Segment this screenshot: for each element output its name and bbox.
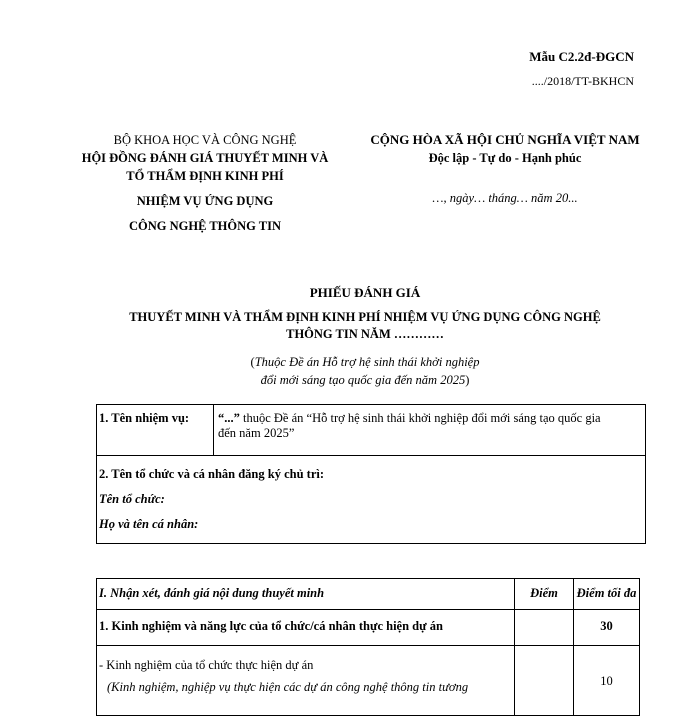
- task-name-placeholder: “...”: [218, 411, 240, 425]
- task-name-value: [214, 405, 646, 456]
- form-subtitle: [0, 309, 700, 343]
- eval-row-experience-label: 1. Kinh nghiệm và năng lực của tổ chức/cá nhân thực hiện dự án: [97, 610, 515, 646]
- eval-col-score: Điểm: [515, 579, 574, 610]
- eval-row-org-experience-max: 10: [574, 646, 640, 716]
- project-scope: [0, 353, 700, 389]
- scope-line2: đổi mới sáng tạo quốc gia đến năm 2025: [260, 373, 466, 387]
- eval-row-experience-max: 30: [574, 610, 640, 646]
- scope-open-paren: (: [250, 355, 255, 369]
- republic-name: CỘNG HÒA XÃ HỘI CHỦ NGHĨA VIỆT NAM: [370, 132, 640, 147]
- organization-section: [97, 456, 646, 544]
- eval-row-org-experience-score: [515, 646, 574, 716]
- eval-col-max: Điểm tối đa: [574, 579, 640, 610]
- task-type-line2: CÔNG NGHỆ THÔNG TIN: [129, 219, 281, 233]
- scope-line1: Thuộc Đề án Hỗ trợ hệ sinh thái khởi nghiệp: [254, 355, 480, 369]
- form-code: Mẫu C2.2đ-ĐGCN: [529, 49, 634, 64]
- right-header: [340, 131, 670, 207]
- person-name-label: Họ và tên cá nhân:: [99, 517, 199, 531]
- info-table: [96, 404, 646, 544]
- form-subtitle-line1: THUYẾT MINH VÀ THẨM ĐỊNH KINH PHÍ NHIỆM VỤ ỨNG DỤNG CÔNG NGHỆ: [129, 310, 601, 324]
- task-name-text-line2: đến năm 2025”: [218, 426, 295, 440]
- task-type-line1: NHIỆM VỤ ỨNG DỤNG: [136, 194, 274, 208]
- organization-name-label: Tên tổ chức:: [99, 492, 165, 506]
- national-motto: Độc lập - Tự do - Hạnh phúc: [428, 151, 582, 165]
- organization-header: 2. Tên tổ chức và cá nhân đăng ký chủ trì:: [99, 467, 325, 481]
- eval-row-org-experience-note: (Kinh nghiệm, nghiệp vụ thực hiện các dự án công nghệ thông tin tương: [107, 680, 469, 694]
- council-name-line2: TỔ THẨM ĐỊNH KINH PHÍ: [126, 169, 284, 183]
- scope-close-paren: ): [465, 373, 470, 387]
- ministry-name: BỘ KHOA HỌC VÀ CÔNG NGHỆ: [113, 133, 297, 147]
- evaluation-table: [96, 578, 640, 716]
- task-name-label: 1. Tên nhiệm vụ:: [97, 405, 214, 456]
- left-header: [40, 131, 370, 235]
- date-line: …, ngày… tháng… năm 20...: [432, 191, 578, 205]
- circular-reference: ..../2018/TT-BKHCN: [531, 74, 634, 88]
- council-name-line1: HỘI ĐỒNG ĐÁNH GIÁ THUYẾT MINH VÀ: [81, 151, 329, 165]
- eval-col-section: I. Nhận xét, đánh giá nội dung thuyết minh: [97, 579, 515, 610]
- form-title: PHIẾU ĐÁNH GIÁ: [309, 285, 421, 300]
- eval-row-org-experience-label: - Kinh nghiệm của tổ chức thực hiện dự án: [99, 658, 314, 672]
- task-name-text-line1: thuộc Đề án “Hỗ trợ hệ sinh thái khởi nghiệp đổi mới sáng tạo quốc gia: [239, 411, 601, 425]
- form-subtitle-line2: THÔNG TIN NĂM …………: [286, 327, 444, 341]
- eval-row-org-experience: [97, 646, 515, 716]
- eval-row-experience-score: [515, 610, 574, 646]
